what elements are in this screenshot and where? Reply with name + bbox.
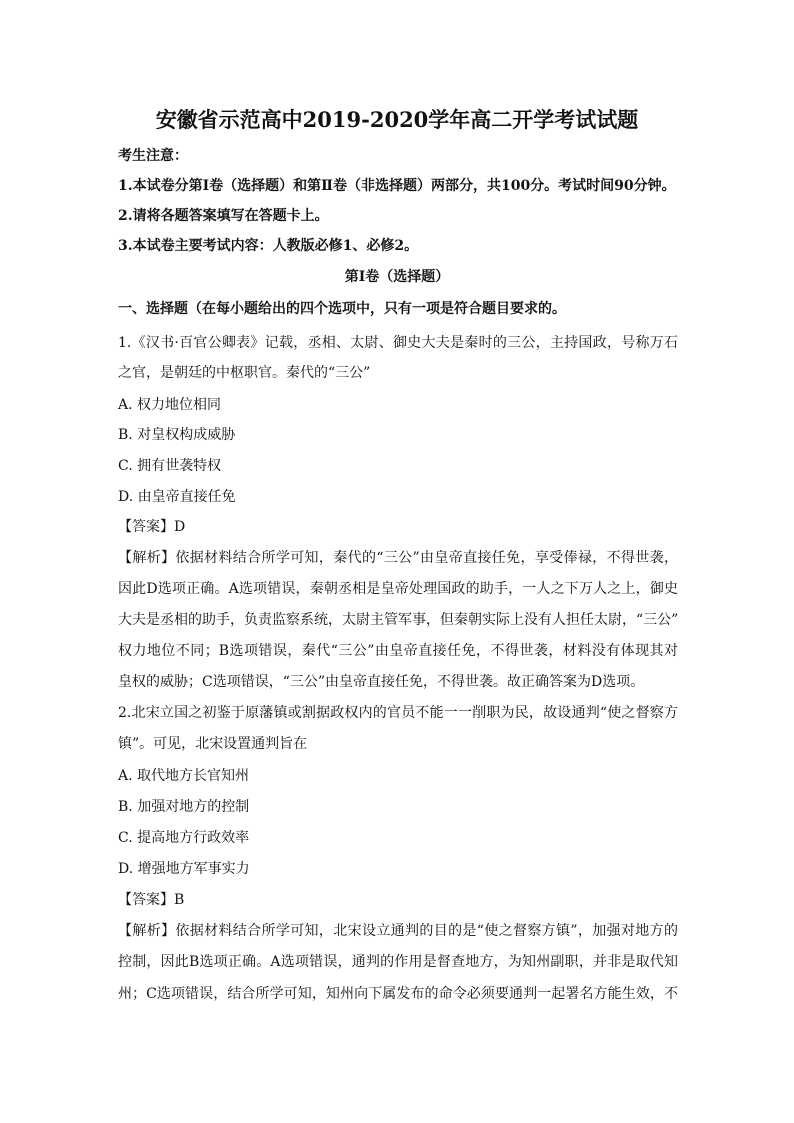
question-2-analysis-line-2: 控制，因此B选项正确。A选项错误，通判的作用是督查地方，为知州副职，并非是取代知 bbox=[118, 954, 678, 970]
question-2-analysis-line-1: 【解析】依据材料结合所学可知，北宋设立通判的目的是“使之督察方镇”，加强对地方的 bbox=[118, 923, 678, 939]
question-2-answer: 【答案】B bbox=[118, 892, 185, 908]
question-2-stem-line-1: 2.北宋立国之初鉴于原藩镇或割据政权内的官员不能一一削职为民，故设通判“使之督察方 bbox=[118, 705, 678, 721]
question-1-stem-line-1: 1.《汉书·百官公卿表》记载，丞相、太尉、御史大夫是秦时的三公，主持国政，号称万石 bbox=[118, 335, 678, 351]
question-2-option-c: C. 提高地方行政效率 bbox=[118, 830, 250, 846]
question-2-analysis-line-3: 州；C选项错误，结合所学可知，知州向下属发布的命令必须要通判一起署名方能生效，不 bbox=[118, 986, 678, 1002]
exam-title: 安徽省示范高中2019-2020学年高二开学考试试题 bbox=[155, 107, 639, 132]
question-2-option-b: B. 加强对地方的控制 bbox=[118, 799, 250, 815]
question-1-option-c: C. 拥有世袭特权 bbox=[118, 458, 222, 474]
notice-line-1: 1.本试卷分第Ⅰ卷（选择题）和第Ⅱ卷（非选择题）两部分，共100分。考试时间90分钟。 bbox=[118, 178, 676, 194]
question-2-option-d: D. 增强地方军事实力 bbox=[118, 861, 250, 877]
question-2-option-a: A. 取代地方长官知州 bbox=[118, 768, 250, 784]
section-title: 第Ⅰ卷（选择题） bbox=[344, 269, 450, 285]
notice-line-3: 3.本试卷主要考试内容：人教版必修1、必修2。 bbox=[118, 238, 419, 254]
notice-heading: 考生注意： bbox=[118, 148, 188, 164]
question-1-option-d: D. 由皇帝直接任免 bbox=[118, 489, 236, 505]
question-1-option-a: A. 权力地位相同 bbox=[118, 397, 222, 413]
question-1-analysis-line-2: 因此D选项正确。A选项错误，秦朝丞相是皇帝处理国政的助手，一人之下万人之上，御史 bbox=[118, 581, 678, 597]
part-heading: 一、选择题（在每小题给出的四个选项中，只有一项是符合题目要求的。 bbox=[118, 301, 566, 317]
notice-line-2: 2.请将各题答案填写在答题卡上。 bbox=[118, 208, 329, 224]
question-1-answer: 【答案】D bbox=[118, 519, 186, 535]
question-1-analysis-line-5: 皇权的威胁；C选项错误，“三公”由皇帝直接任免，不得世袭。故正确答案为D选项。 bbox=[118, 674, 645, 690]
question-1-stem-line-2: 之官，是朝廷的中枢职官。秦代的“三公” bbox=[118, 365, 371, 381]
question-1-analysis-line-1: 【解析】依据材料结合所学可知，秦代的“三公”由皇帝直接任免，享受俸禄，不得世袭， bbox=[118, 550, 678, 566]
question-1-analysis-line-3: 大夫是丞相的助手，负责监察系统，太尉主管军事，但秦朝实际上没有人担任太尉，“三公” bbox=[118, 612, 678, 628]
question-2-stem-line-2: 镇”。可见，北宋设置通判旨在 bbox=[118, 736, 308, 752]
question-1-option-b: B. 对皇权构成威胁 bbox=[118, 427, 236, 443]
question-1-analysis-line-4: 权力地位不同；B选项错误，秦代“三公”由皇帝直接任免，不得世袭，材料没有体现其对 bbox=[118, 643, 678, 659]
